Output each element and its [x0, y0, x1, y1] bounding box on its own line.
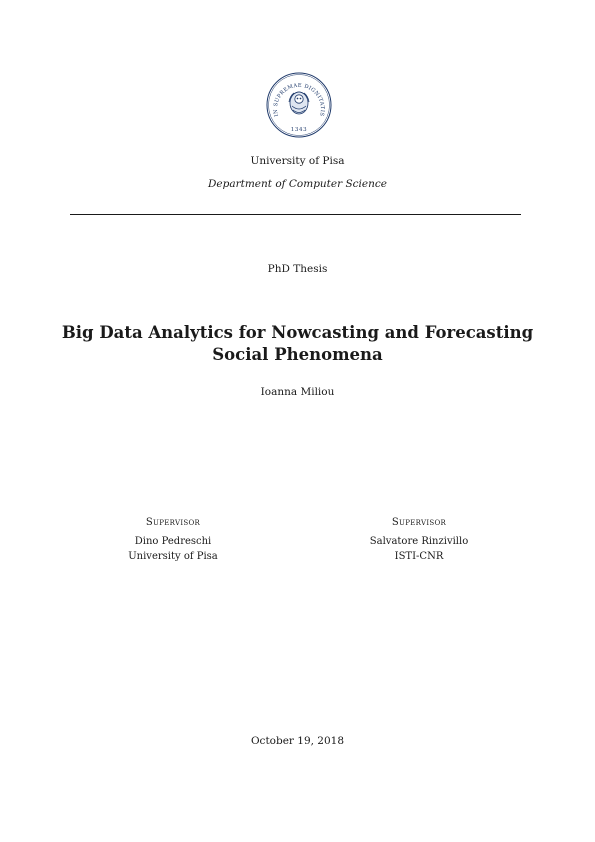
seal-motto: IN SUPREMAE DIGNITATIS [272, 82, 326, 118]
thesis-title-line-2: Social Phenomena [212, 345, 383, 364]
supervisor-affiliation: ISTI-CNR [394, 551, 444, 562]
university-seal-logo [266, 72, 332, 138]
thesis-title-line-1: Big Data Analytics for Nowcasting and Forecasting [61, 323, 534, 342]
university-name: University of Pisa [250, 155, 345, 167]
supervisor-heading: Supervisor [391, 517, 447, 528]
supervisor-name: Dino Pedreschi [134, 536, 212, 547]
thesis-title [0, 322, 595, 366]
supervisor-heading: Supervisor [145, 517, 201, 528]
department-name: Department of Computer Science [208, 178, 387, 190]
supervisor-block-left [73, 515, 273, 564]
supervisor-name: Salvatore Rinzivillo [369, 536, 469, 547]
author-name: Ioanna Miliou [260, 386, 335, 398]
horizontal-divider [70, 214, 521, 215]
madonna-figure-icon [289, 92, 309, 114]
thesis-type: PhD Thesis [267, 263, 328, 275]
supervisor-affiliation: University of Pisa [128, 551, 218, 562]
seal-year: 1343 [290, 127, 308, 133]
supervisor-block-right [319, 515, 519, 564]
thesis-date: October 19, 2018 [250, 735, 345, 747]
